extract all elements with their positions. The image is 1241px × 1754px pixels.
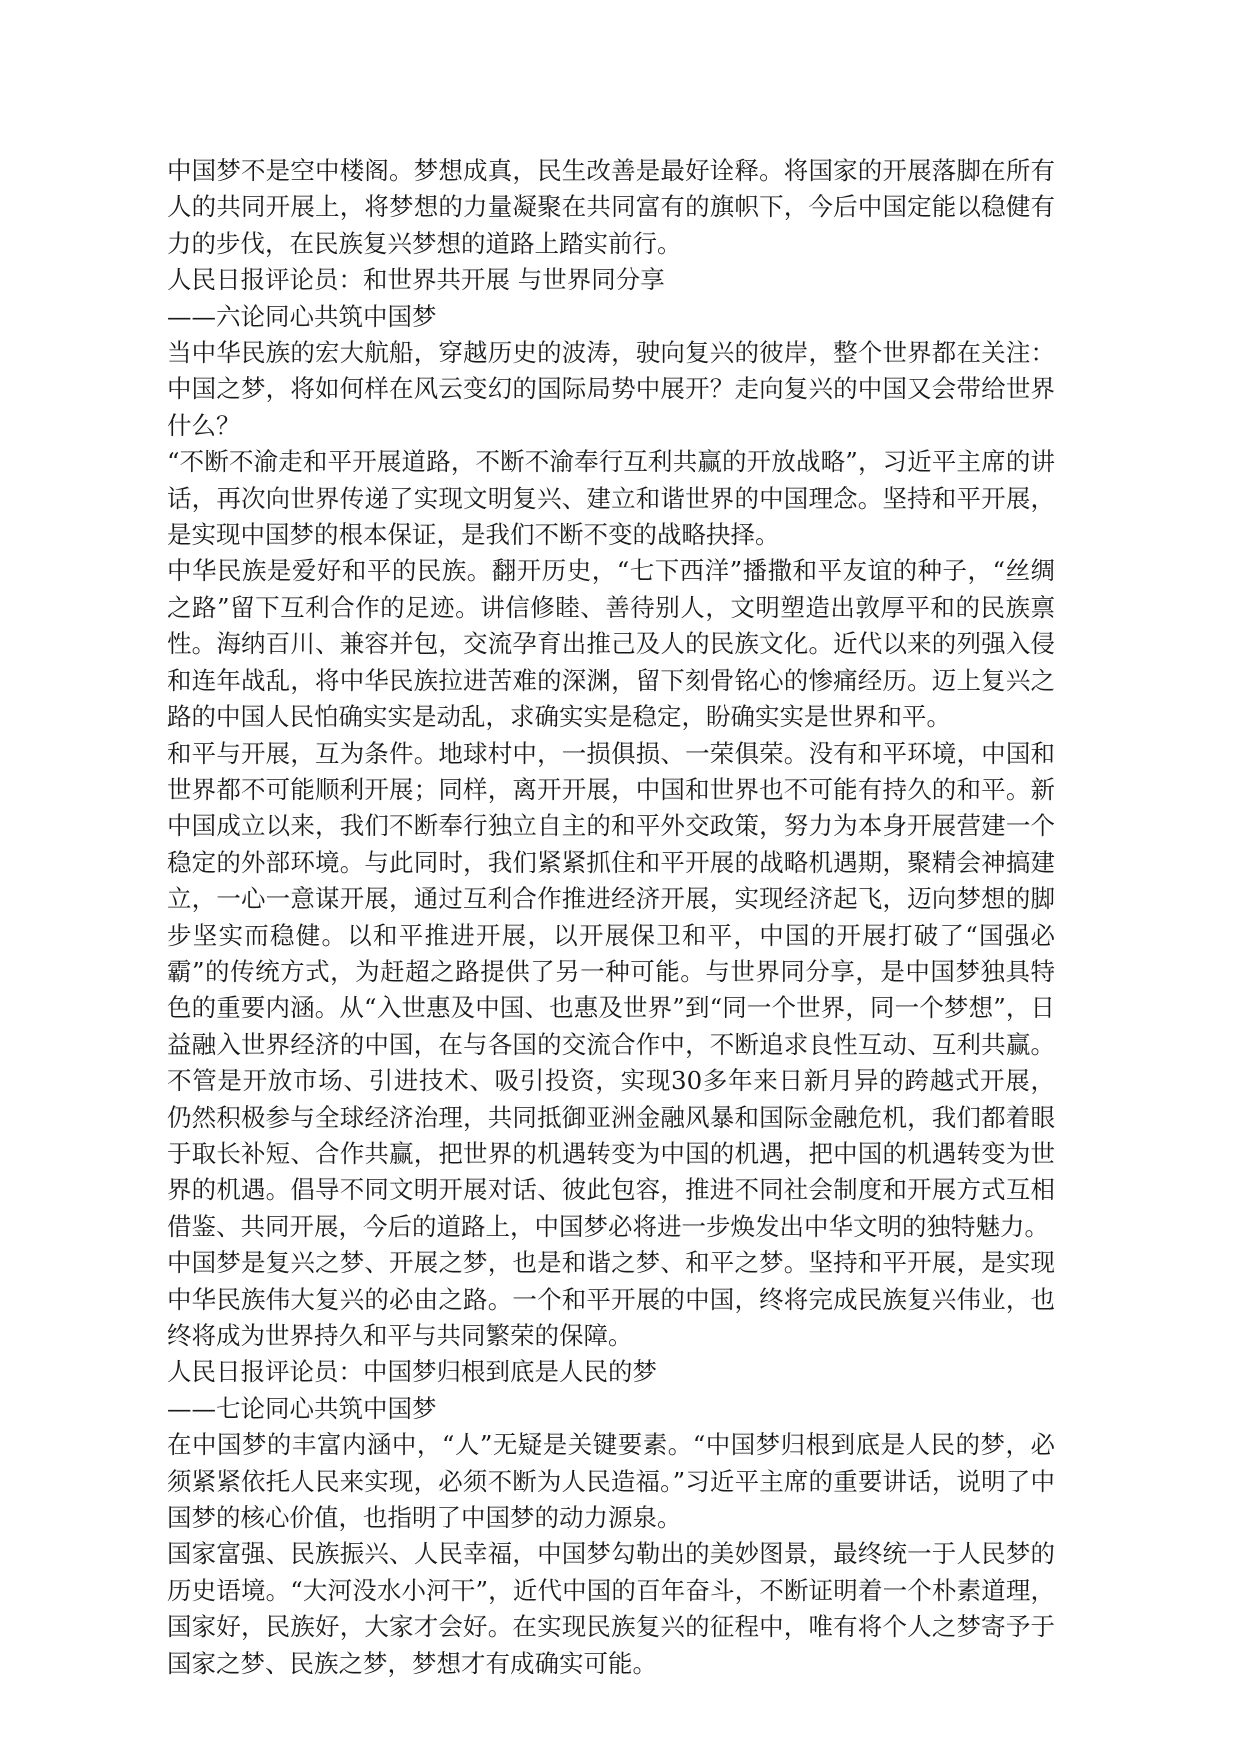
article-title-7: 人民日报评论员：中国梦归根到底是人民的梦 (167, 1357, 657, 1387)
paragraph: 在中国梦的丰富内涵中，“人”无疑是关键要素。“中国梦归根到底是人民的梦，必须紧紧依托人民来实现，必须不断为人民造福。”习近平主席的重要讲话，说明了中国梦的核心价值，也指明了中国梦的动力源泉。 (167, 1430, 1055, 1533)
paragraph: 中国梦是复兴之梦、开展之梦，也是和谐之梦、和平之梦。坚持和平开展，是实现中华民族伟大复兴的必由之路。一个和平开展的中国，终将完成民族复兴伟业，也终将成为世界持久和平与共同繁荣的保障。 (167, 1248, 1055, 1350)
paragraph-intro-conclusion: 中国梦不是空中楼阁。梦想成真，民生改善是最好诠释。将国家的开展落脚在所有人的共同开展上，将梦想的力量凝聚在共同富有的旗帜下，今后中国定能以稳健有力的步伐，在民族复兴梦想的道路上踏实前行。 (167, 156, 1055, 258)
paragraph: 国家富强、民族振兴、人民幸福，中国梦勾勒出的美妙图景，最终统一于人民梦的历史语境。“大河没水小河干”，近代中国的百年奋斗，不断证明着一个朴素道理，国家好，民族好，大家才会好。在实现民族复兴的征程中，唯有将个人之梦寄予于国家之梦、民族之梦，梦想才有成确实可能。 (167, 1539, 1055, 1678)
paragraph: “不断不渝走和平开展道路，不断不渝奉行互利共赢的开放战略”，习近平主席的讲话，再次向世界传递了实现文明复兴、建立和谐世界的中国理念。坚持和平开展，是实现中国梦的根本保证，是我们不断不变的战略抉择。 (167, 447, 1055, 550)
paragraph: 中华民族是爱好和平的民族。翻开历史，“七下西洋”播撒和平友谊的种子，“丝绸之路”留下互利合作的足迹。讲信修睦、善待别人，文明塑造出敦厚平和的民族禀性。海纳百川、兼容并包，交流孕育出推己及人的民族文化。近代以来的列强入侵和连年战乱，将中华民族拉进苦难的深渊，留下刻骨铭心的惨痛经历。迈上复兴之路的中国人民怕确实实是动乱，求确实实是稳定，盼确实实是世界和平。 (167, 556, 1055, 732)
article-title-6: 人民日报评论员：和世界共开展 与世界同分享 (167, 265, 665, 295)
article-subtitle-6: ——六论同心共筑中国梦 (167, 301, 437, 331)
paragraph: 当中华民族的宏大航船，穿越历史的波涛，驶向复兴的彼岸，整个世界都在关注：中国之梦，将如何样在风云变幻的国际局势中展开？走向复兴的中国又会带给世界什么？ (167, 338, 1055, 440)
article-subtitle-7: ——七论同心共筑中国梦 (167, 1393, 437, 1423)
paragraph: 和平与开展，互为条件。地球村中，一损俱损、一荣俱荣。没有和平环境，中国和世界都不可能顺利开展；同样，离开开展，中国和世界也不可能有持久的和平。新中国成立以来，我们不断奉行独立自主的和平外交政策，努力为本身开展营建一个稳定的外部环境。与此同时，我们紧紧抓住和平开展的战略机遇期，聚精会神搞建立，一心一意谋开展，通过互利合作推进经济开展，实现经济起飞，迈向梦想的脚步坚实而稳健。以和平推进开展，以开展保卫和平，中国的开展打破了“国强必霸”的传统方式，为赶超之路提供了另一种可能。与世界同分享，是中国梦独具特色的重要内涵。从“入世惠及中国、也惠及世界”到“同一个世界，同一个梦想”，日益融入世界经济的中国，在与各国的交流合作中，不断追求良性互动、互利共赢。不管是开放市场、引进技术、吸引投资，实现30多年来日新月异的跨越式开展，仍然积极参与全球经济治理，共同抵御亚洲金融风暴和国际金融危机，我们都着眼于取长补短、合作共赢，把世界的机遇转变为中国的机遇，把中国的机遇转变为世界的机遇。倡导不同文明开展对话、彼此包容，推进不同社会制度和开展方式互相借鉴、共同开展，今后的道路上，中国梦必将进一步焕发出中华文明的独特魅力。 (167, 738, 1055, 1241)
document-page (167, 153, 1055, 1682)
